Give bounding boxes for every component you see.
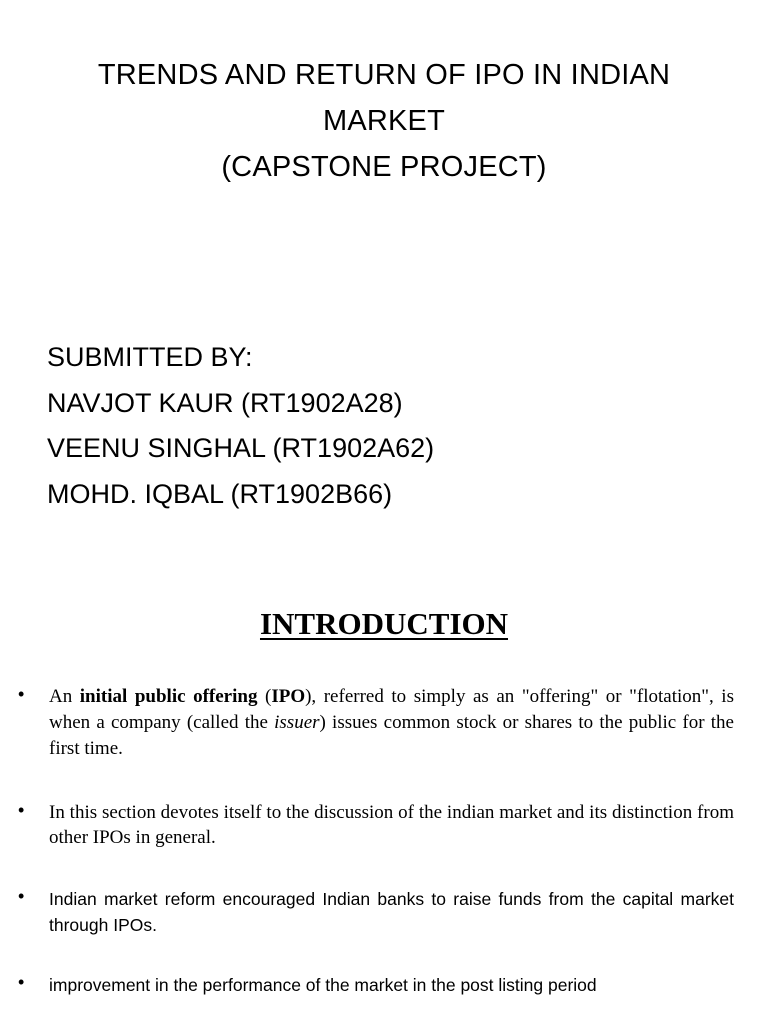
text-run: An: [49, 686, 80, 707]
bullet-dot: •: [18, 684, 25, 704]
title-line-1: TRENDS AND RETURN OF IPO IN INDIAN: [97, 59, 671, 91]
list-item: [18, 800, 734, 850]
author-2: VEENU SINGHAL (RT1902A62): [47, 433, 435, 463]
title-line-3: (CAPSTONE PROJECT): [221, 151, 547, 183]
submitted-by-block: [47, 335, 434, 517]
bullet-dot: •: [18, 886, 25, 906]
bullet-dot: •: [18, 972, 25, 992]
introduction-heading: INTRODUCTION: [259, 606, 509, 641]
bullet-dot: •: [18, 800, 25, 820]
text-run: ), referred to simply as an "offering" or "flotation", is when a company (called the: [49, 686, 734, 733]
bold-term: IPO: [271, 686, 306, 707]
page-title: [40, 52, 728, 190]
author-1: NAVJOT KAUR (RT1902A28): [47, 387, 403, 418]
text-run: (: [257, 686, 272, 707]
list-item: [18, 886, 734, 938]
bold-term: initial public offering: [79, 686, 258, 707]
title-line-2: MARKET: [322, 105, 446, 137]
italic-term: issuer: [274, 712, 320, 733]
text-run: ) issues common stock or shares to the public for the first time.: [49, 712, 734, 759]
submitted-by-label: SUBMITTED BY:: [47, 342, 253, 372]
bullet-text-market-reform: Indian market reform encouraged Indian banks to raise funds from the capital market through IPOs.: [49, 889, 734, 935]
bullet-text-section: In this section devotes itself to the discussion of the indian market and its distinction from other IPOs in general.: [49, 802, 734, 848]
list-item: [18, 972, 734, 998]
list-item: [18, 684, 734, 762]
bullet-text-improvement: improvement in the performance of the market in the post listing period: [49, 975, 597, 995]
author-3: MOHD. IQBAL (RT1902B66): [47, 478, 393, 509]
bullet-text-ipo-definition: [49, 684, 734, 762]
